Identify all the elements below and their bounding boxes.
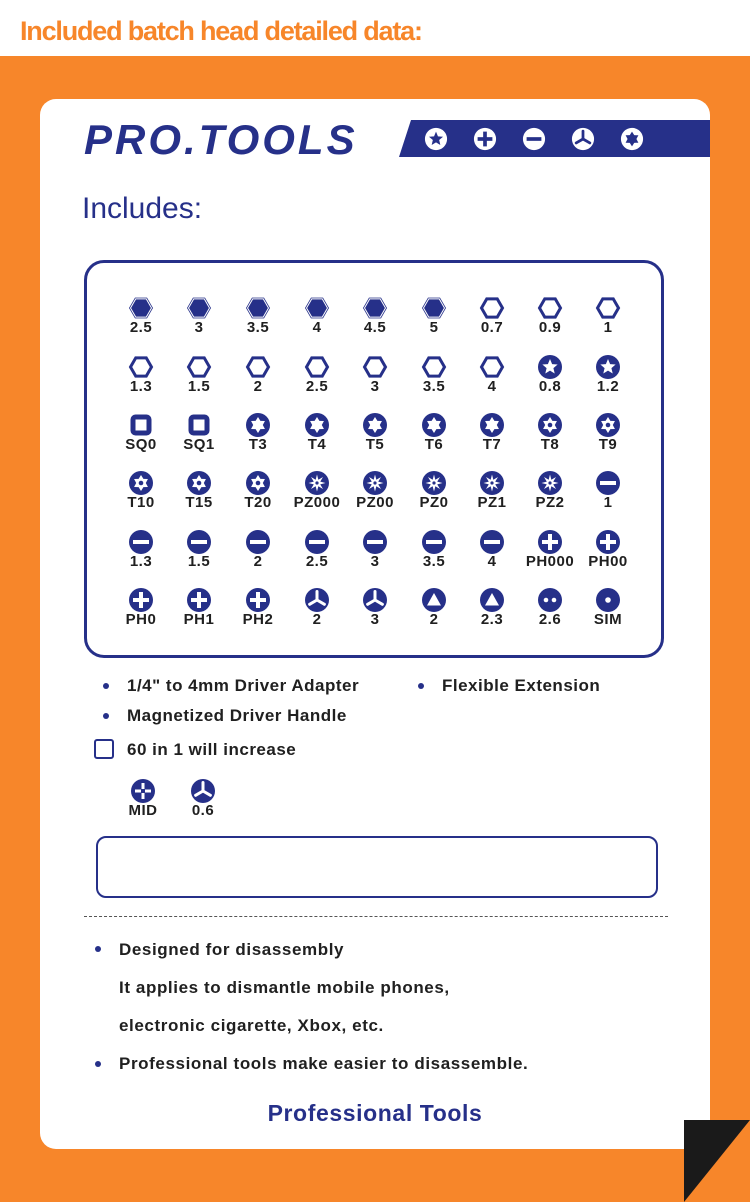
tri-wing-icon — [190, 778, 216, 804]
bit-label: 1 — [603, 319, 613, 336]
bit-item — [577, 529, 639, 579]
bit-label: T8 — [540, 436, 560, 453]
slotted-icon — [362, 529, 388, 555]
bit-label: 3 — [370, 611, 380, 628]
hex-filled-icon — [421, 295, 447, 321]
bit-label: 2 — [253, 553, 263, 570]
bit-label: 3.5 — [422, 553, 446, 570]
brand-title: PRO.TOOLS — [84, 116, 358, 163]
empty-note-box — [96, 836, 658, 898]
bit-label: 1.5 — [187, 378, 211, 395]
extra-bit-item — [112, 778, 174, 828]
slotted-icon — [186, 529, 212, 555]
hex-outline-icon — [479, 354, 505, 380]
bullet-dot — [418, 683, 424, 689]
torx-icon — [245, 412, 271, 438]
torx-icon — [362, 412, 388, 438]
bit-label: T15 — [185, 494, 213, 511]
hex-filled-icon — [362, 295, 388, 321]
bit-item — [577, 470, 639, 520]
bit-label: 4.5 — [363, 319, 387, 336]
bit-label: 2 — [312, 611, 322, 628]
bit-label: 3.5 — [422, 378, 446, 395]
bit-label: 2.5 — [305, 553, 329, 570]
extra-bit-label: 0.6 — [191, 802, 215, 819]
phillips-icon — [473, 127, 497, 151]
bit-label: 2 — [429, 611, 439, 628]
slotted-icon — [128, 529, 154, 555]
torx-hollow-icon — [537, 412, 563, 438]
bit-label: PH000 — [525, 553, 575, 570]
slotted-icon — [479, 529, 505, 555]
bit-label: 4 — [487, 378, 497, 395]
extra-bit-item — [172, 778, 234, 828]
torx-icon — [479, 412, 505, 438]
bit-label: 2.5 — [305, 378, 329, 395]
phillips-icon — [595, 529, 621, 555]
hex-filled-icon — [186, 295, 212, 321]
dashed-divider — [84, 916, 668, 917]
bit-label: 1.3 — [129, 378, 153, 395]
phillips-icon — [245, 587, 271, 613]
bit-label: PH1 — [183, 611, 215, 628]
bit-label: 2.5 — [129, 319, 153, 336]
bit-label: PZ000 — [293, 494, 341, 511]
triangle-icon — [421, 587, 447, 613]
pozidriv-icon — [362, 470, 388, 496]
hex-filled-icon — [128, 295, 154, 321]
hex-outline-icon — [479, 295, 505, 321]
bit-label: 1.2 — [596, 378, 620, 395]
bit-label: 0.8 — [538, 378, 562, 395]
bit-label: 3.5 — [246, 319, 270, 336]
triangle-icon — [479, 587, 505, 613]
slotted-icon — [304, 529, 330, 555]
torx-hollow-icon — [595, 412, 621, 438]
bit-label: T20 — [244, 494, 272, 511]
slotted-icon — [245, 529, 271, 555]
phillips-icon — [128, 587, 154, 613]
tri-wing-icon — [304, 587, 330, 613]
bit-label: PH2 — [242, 611, 274, 628]
hex-outline-icon — [421, 354, 447, 380]
bit-label: 0.9 — [538, 319, 562, 336]
feature-line-3: electronic cigarette, Xbox, etc. — [119, 1016, 384, 1035]
hex-outline-icon — [245, 354, 271, 380]
bit-label: 0.7 — [480, 319, 504, 336]
square-icon — [186, 412, 212, 438]
extra-bit-label: MID — [128, 802, 158, 819]
phillips-icon — [537, 529, 563, 555]
pozidriv-icon — [537, 470, 563, 496]
bit-label: PH0 — [125, 611, 157, 628]
square-icon — [128, 412, 154, 438]
bit-label: 2.3 — [480, 611, 504, 628]
bit-label: T3 — [248, 436, 268, 453]
bit-label: 4 — [487, 553, 497, 570]
bullet-dot — [95, 1061, 101, 1067]
hex-outline-icon — [595, 295, 621, 321]
sim-pin-icon — [595, 587, 621, 613]
torx-hollow-icon — [128, 470, 154, 496]
hex-star-icon — [620, 127, 644, 151]
pozidriv-icon — [304, 470, 330, 496]
bit-label: T7 — [482, 436, 502, 453]
tri-wing-icon — [571, 127, 595, 151]
torx-hollow-icon — [245, 470, 271, 496]
bit-label: 5 — [429, 319, 439, 336]
bit-label: T4 — [307, 436, 327, 453]
hex-outline-icon — [304, 354, 330, 380]
pentalobe-icon — [537, 354, 563, 380]
bit-label: 1.3 — [129, 553, 153, 570]
pozidriv-icon — [421, 470, 447, 496]
footer-title: Professional Tools — [267, 1100, 483, 1126]
bit-label: 1 — [603, 494, 613, 511]
two-dot-icon — [537, 587, 563, 613]
bit-label: 4 — [312, 319, 322, 336]
slotted-icon — [421, 529, 447, 555]
bit-label: T10 — [127, 494, 155, 511]
torx-star-icon — [424, 127, 448, 151]
feature-line-2: It applies to dismantle mobile phones, — [119, 978, 450, 997]
hex-outline-icon — [537, 295, 563, 321]
bit-label: SIM — [593, 611, 623, 628]
torx-icon — [304, 412, 330, 438]
hex-filled-icon — [304, 295, 330, 321]
bit-label: PZ00 — [356, 494, 394, 511]
bit-label: 3 — [370, 378, 380, 395]
bit-item — [577, 412, 639, 462]
mid-cross-icon — [130, 778, 156, 804]
torx-hollow-icon — [186, 470, 212, 496]
bit-label: PZ1 — [477, 494, 507, 511]
hex-outline-icon — [128, 354, 154, 380]
bit-item — [577, 587, 639, 637]
bit-label: 1.5 — [187, 553, 211, 570]
bit-item — [577, 295, 639, 345]
extension-text: Flexible Extension — [442, 676, 601, 695]
page-header-title: Included batch head detailed data: — [20, 16, 422, 46]
hex-filled-icon — [245, 295, 271, 321]
bit-label: 2 — [253, 378, 263, 395]
bit-label: T9 — [598, 436, 618, 453]
handle-text: Magnetized Driver Handle — [127, 706, 347, 725]
bit-item — [577, 354, 639, 404]
bullet-dot — [95, 946, 101, 952]
bit-label: PZ0 — [419, 494, 449, 511]
bit-label: 3 — [194, 319, 204, 336]
bit-label: T5 — [365, 436, 385, 453]
increase-checkbox[interactable] — [94, 739, 114, 759]
bit-label: SQ1 — [183, 436, 215, 453]
bit-label: PZ2 — [535, 494, 565, 511]
phillips-icon — [186, 587, 212, 613]
hex-outline-icon — [362, 354, 388, 380]
bit-label: 2.6 — [538, 611, 562, 628]
slotted-icon — [522, 127, 546, 151]
bit-label: T6 — [424, 436, 444, 453]
tri-wing-icon — [362, 587, 388, 613]
bullet-dot — [103, 683, 109, 689]
feature-line-4: Professional tools make easier to disassemble. — [119, 1054, 529, 1073]
feature-line-1: Designed for disassembly — [119, 940, 345, 959]
torx-icon — [421, 412, 447, 438]
bit-label: SQ0 — [125, 436, 157, 453]
increase-label: 60 in 1 will increase — [127, 740, 297, 759]
pozidriv-icon — [479, 470, 505, 496]
pentalobe-icon — [595, 354, 621, 380]
bullet-dot — [103, 713, 109, 719]
bit-label: 3 — [370, 553, 380, 570]
slotted-icon — [595, 470, 621, 496]
bit-label: PH00 — [588, 553, 628, 570]
includes-heading: Includes: — [82, 192, 203, 225]
hex-outline-icon — [186, 354, 212, 380]
adapter-text: 1/4" to 4mm Driver Adapter — [127, 676, 360, 695]
